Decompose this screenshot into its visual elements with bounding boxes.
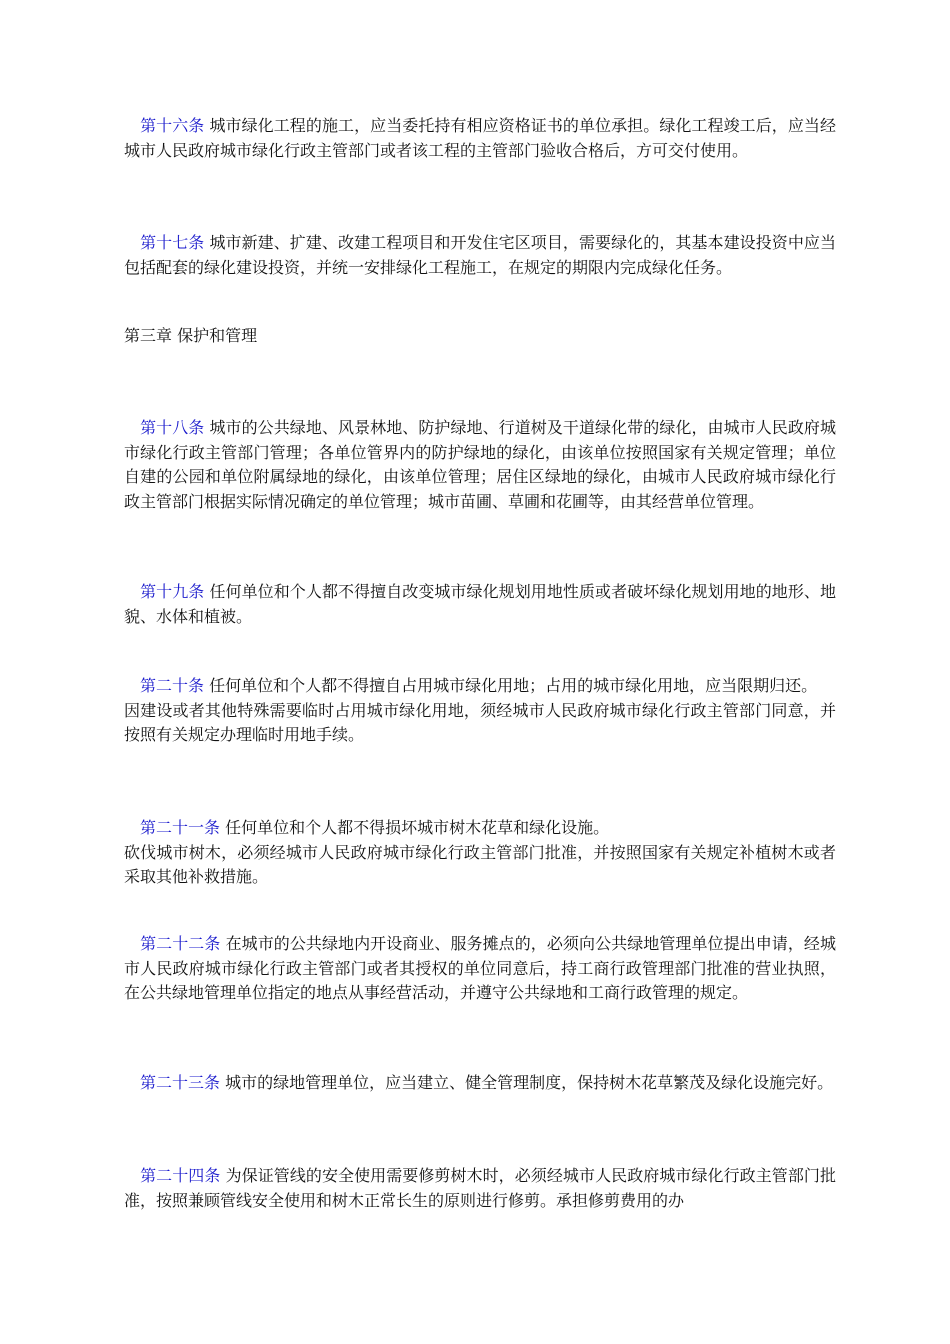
- article-text: 城市的绿地管理单位，应当建立、健全管理制度，保持树木花草繁茂及绿化设施完好。: [225, 1073, 834, 1092]
- article-text: 在城市的公共绿地内开设商业、服务摊点的，必须向公共绿地管理单位提出申请，经城市人民政府城市绿化行政主管部门或者其授权的单位同意后，持工商行政管理部门批准的营业执照，在公共绿地管理单位指定的地点从事经营活动，并遵守公共绿地和工商行政管理的规定。: [124, 934, 836, 1002]
- article-17: [124, 231, 836, 280]
- article-text-continued: 因建设或者其他特殊需要临时占用城市绿化用地，须经城市人民政府城市绿化行政主管部门同意，并按照有关规定办理临时用地手续。: [124, 700, 836, 744]
- article-text: 城市新建、扩建、改建工程项目和开发住宅区项目，需要绿化的，其基本建设投资中应当包括配套的绿化建设投资，并统一安排绿化工程施工，在规定的期限内完成绿化任务。: [124, 233, 836, 277]
- article-number: 第十八条: [140, 418, 205, 437]
- article-number: 第十七条: [140, 233, 205, 252]
- article-text-continued: 砍伐城市树木，必须经城市人民政府城市绿化行政主管部门批准，并按照国家有关规定补植树木或者采取其他补救措施。: [124, 842, 836, 886]
- article-number: 第二十条: [140, 676, 205, 695]
- article-18: [124, 416, 836, 514]
- chapter-title: 第三章 保护和管理: [124, 326, 258, 345]
- article-number: 第二十二条: [140, 934, 221, 953]
- article-text: 任何单位和个人都不得损坏城市树木花草和绿化设施。: [225, 818, 610, 837]
- article-22: [124, 932, 836, 1006]
- article-number: 第十九条: [140, 582, 205, 601]
- article-number: 第二十三条: [140, 1073, 221, 1092]
- article-number: 第十六条: [140, 116, 205, 135]
- article-text: 任何单位和个人都不得擅自改变城市绿化规划用地性质或者破坏绿化规划用地的地形、地貌、水体和植被。: [124, 582, 836, 626]
- article-number: 第二十四条: [140, 1166, 221, 1185]
- article-text: 城市绿化工程的施工，应当委托持有相应资格证书的单位承担。绿化工程竣工后，应当经城市人民政府城市绿化行政主管部门或者该工程的主管部门验收合格后，方可交付使用。: [124, 116, 836, 160]
- article-21: [124, 816, 836, 890]
- article-23: [124, 1071, 836, 1096]
- article-number: 第二十一条: [140, 818, 221, 837]
- article-text: 为保证管线的安全使用需要修剪树木时，必须经城市人民政府城市绿化行政主管部门批准，按照兼顾管线安全使用和树木正常长生的原则进行修剪。承担修剪费用的办: [124, 1166, 836, 1210]
- article-24: [124, 1164, 836, 1213]
- article-text: 城市的公共绿地、风景林地、防护绿地、行道树及干道绿化带的绿化，由城市人民政府城市绿化行政主管部门管理；各单位管界内的防护绿地的绿化，由该单位按照国家有关规定管理；单位自建的公园和单位附属绿地的绿化，由该单位管理；居住区绿地的绿化，由城市人民政府城市绿化行政主管部门根据实际情况确定的单位管理；城市苗圃、草圃和花圃等，由其经营单位管理。: [124, 418, 836, 511]
- article-16: [124, 114, 836, 163]
- article-20: [124, 674, 836, 748]
- article-text: 任何单位和个人都不得擅自占用城市绿化用地；占用的城市绿化用地，应当限期归还。: [209, 676, 818, 695]
- article-19: [124, 580, 836, 629]
